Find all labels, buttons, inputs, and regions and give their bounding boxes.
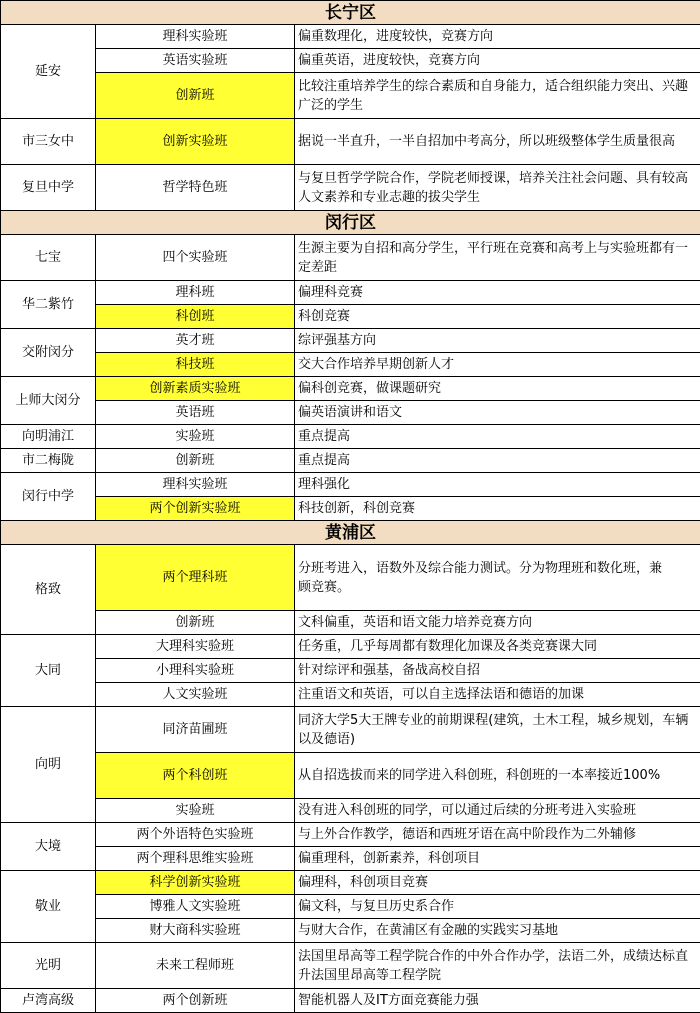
class-description: 偏重英语，进度较快，竞赛方向 [295, 49, 700, 73]
class-name: 人文实验班 [96, 683, 295, 707]
class-name: 两个理科思维实验班 [96, 847, 295, 871]
school-name: 光明 [1, 943, 96, 989]
table-row [1, 823, 700, 847]
table-row [1, 473, 700, 497]
class-name: 哲学特色班 [96, 165, 295, 211]
class-description: 理科强化 [295, 473, 700, 497]
class-description: 同济大学5大王牌专业的前期课程(建筑，土木工程，城乡规划，车辆以及德语) [295, 707, 700, 753]
class-description: 科技创新，科创竞赛 [295, 497, 700, 521]
class-name: 四个实验班 [96, 235, 295, 281]
school-name: 卢湾高级 [1, 989, 96, 1013]
table-row [1, 165, 700, 211]
table-row [1, 847, 700, 871]
table-row [1, 895, 700, 919]
class-name: 英才班 [96, 329, 295, 353]
table-row [1, 281, 700, 305]
class-name: 创新班 [96, 611, 295, 635]
class-description: 没有进入科创班的同学，可以通过后续的分班考进入实验班 [295, 799, 700, 823]
table-row [1, 659, 700, 683]
table-row [1, 989, 700, 1013]
table-row [1, 119, 700, 165]
class-name: 两个创新实验班 [96, 497, 295, 521]
table-row [1, 425, 700, 449]
class-description: 偏理科竞赛 [295, 281, 700, 305]
class-name: 未来工程师班 [96, 943, 295, 989]
table-row [1, 545, 700, 611]
class-description: 综评强基方向 [295, 329, 700, 353]
school-name: 华二紫竹 [1, 281, 96, 329]
class-name: 理科实验班 [96, 473, 295, 497]
class-description: 与复旦哲学学院合作，学院老师授课，培养关注社会问题、具有较高人文素养和专业志趣的拔尖学生 [295, 165, 700, 211]
class-description: 从自招选拔而来的同学进入科创班，科创班的一本率接近100% [295, 753, 700, 799]
table-row [1, 611, 700, 635]
table-row [1, 753, 700, 799]
class-name: 科学创新实验班 [96, 871, 295, 895]
class-description: 偏英语演讲和语文 [295, 401, 700, 425]
class-description: 重点提高 [295, 449, 700, 473]
class-name: 科创班 [96, 305, 295, 329]
class-description: 偏理科，科创项目竞赛 [295, 871, 700, 895]
class-description: 偏重数理化，进度较快，竞赛方向 [295, 25, 700, 49]
class-name: 大理科实验班 [96, 635, 295, 659]
class-name: 两个外语特色实验班 [96, 823, 295, 847]
school-name: 敬业 [1, 871, 96, 943]
table-row [1, 635, 700, 659]
school-name: 七宝 [1, 235, 96, 281]
school-name: 延安 [1, 25, 96, 119]
class-description: 偏文科，与复旦历史系合作 [295, 895, 700, 919]
class-name: 创新班 [96, 73, 295, 119]
class-name: 理科班 [96, 281, 295, 305]
class-description: 文科偏重，英语和语文能力培养竞赛方向 [295, 611, 700, 635]
class-name: 科技班 [96, 353, 295, 377]
class-description: 注重语文和英语，可以自主选择法语和德语的加课 [295, 683, 700, 707]
table-row [1, 799, 700, 823]
class-name: 理科实验班 [96, 25, 295, 49]
class-name: 创新素质实验班 [96, 377, 295, 401]
table-row [1, 305, 700, 329]
table-row [1, 401, 700, 425]
district-name: 长宁区 [1, 1, 700, 25]
class-name: 小理科实验班 [96, 659, 295, 683]
table-row [1, 871, 700, 895]
class-description: 智能机器人及IT方面竞赛能力强 [295, 989, 700, 1013]
school-name: 向明 [1, 707, 96, 823]
school-name: 市三女中 [1, 119, 96, 165]
district-name: 黄浦区 [1, 521, 700, 545]
class-name: 创新实验班 [96, 119, 295, 165]
table-row [1, 919, 700, 943]
school-name: 向明浦江 [1, 425, 96, 449]
school-name: 大同 [1, 635, 96, 707]
class-description: 分班考进入，语数外及综合能力测试。分为物理班和数化班，兼 顾竞赛。 [295, 545, 700, 611]
table-row [1, 707, 700, 753]
class-description: 重点提高 [295, 425, 700, 449]
table-row [1, 329, 700, 353]
table-row [1, 235, 700, 281]
class-name: 财大商科实验班 [96, 919, 295, 943]
class-description: 与财大合作，在黄浦区有金融的实践实习基地 [295, 919, 700, 943]
school-name: 市二梅陇 [1, 449, 96, 473]
class-description: 与上外合作教学，德语和西班牙语在高中阶段作为二外辅修 [295, 823, 700, 847]
class-description: 偏重理科，创新素养，科创项目 [295, 847, 700, 871]
class-name: 实验班 [96, 425, 295, 449]
class-name: 两个科创班 [96, 753, 295, 799]
table-row [1, 377, 700, 401]
school-name: 格致 [1, 545, 96, 635]
school-name: 大境 [1, 823, 96, 871]
class-name: 英语班 [96, 401, 295, 425]
class-name: 同济苗圃班 [96, 707, 295, 753]
school-name: 闵行中学 [1, 473, 96, 521]
table-row [1, 353, 700, 377]
class-name: 两个理科班 [96, 545, 295, 611]
class-description: 偏科创竞赛，做课题研究 [295, 377, 700, 401]
district-name: 闵行区 [1, 211, 700, 235]
class-description: 科创竞赛 [295, 305, 700, 329]
table-row [1, 497, 700, 521]
class-name: 实验班 [96, 799, 295, 823]
school-name: 交附闵分 [1, 329, 96, 377]
table-row [1, 73, 700, 119]
district-header-row [1, 211, 700, 235]
class-description: 比较注重培养学生的综合素质和自身能力，适合组织能力突出、兴趣广泛的学生 [295, 73, 700, 119]
table-row [1, 683, 700, 707]
class-description: 针对综评和强基，备战高校自招 [295, 659, 700, 683]
school-name: 复旦中学 [1, 165, 96, 211]
table-row [1, 25, 700, 49]
table-row [1, 449, 700, 473]
class-description: 交大合作培养早期创新人才 [295, 353, 700, 377]
class-description: 任务重，几乎每周都有数理化加课及各类竞赛课大同 [295, 635, 700, 659]
class-name: 博雅人文实验班 [96, 895, 295, 919]
district-header-row [1, 521, 700, 545]
school-name: 上师大闵分 [1, 377, 96, 425]
class-name: 创新班 [96, 449, 295, 473]
class-description: 据说一半直升，一半自招加中考高分，所以班级整体学生质量很高 [295, 119, 700, 165]
class-description: 法国里昂高等工程学院合作的中外合作办学，法语二外，成绩达标直升法国里昂高等工程学院 [295, 943, 700, 989]
class-description: 生源主要为自招和高分学生，平行班在竞赛和高考上与实验班都有一定差距 [295, 235, 700, 281]
district-header-row [1, 1, 700, 25]
class-name: 英语实验班 [96, 49, 295, 73]
table-body [1, 1, 700, 1013]
table-row [1, 49, 700, 73]
table-row [1, 943, 700, 989]
class-name: 两个创新班 [96, 989, 295, 1013]
